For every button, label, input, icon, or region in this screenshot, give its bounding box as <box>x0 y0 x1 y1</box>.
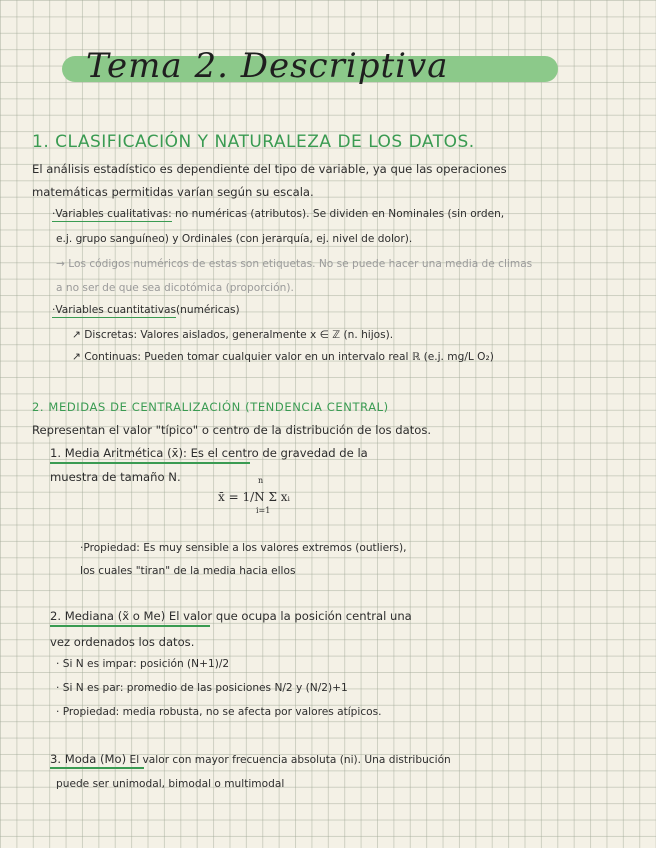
mode-label: 3. Moda (Mo) <box>50 752 127 766</box>
section2-intro: Representan el valor "típico" o centro de la distribución de los datos. <box>32 423 432 437</box>
mean-formula <box>218 476 290 515</box>
formula-lower-limit: i=1 <box>256 506 271 515</box>
quantitative-suffix: (numéricas) <box>176 304 240 316</box>
qualitative-line2: e.j. grupo sanguíneo) y Ordinales (con jerarquía, ej. nivel de dolor). <box>56 233 413 245</box>
median-even: · Si N es par: promedio de las posiciones N/2 y (N/2)+1 <box>56 682 348 694</box>
median-label: 2. Mediana (x̃ o Me) <box>50 609 166 623</box>
mean-line1 <box>50 446 368 460</box>
mean-text1: Es el centro de gravedad de la <box>186 446 368 460</box>
mean-underline <box>50 462 250 464</box>
mean-line2: muestra de tamaño N. <box>50 470 181 484</box>
median-odd: · Si N es impar: posición (N+1)/2 <box>56 658 230 670</box>
median-underline <box>50 625 210 627</box>
qualitative-label: ·Variables cualitativas: <box>52 208 172 220</box>
median-text1: El valor que ocupa la posición central una <box>165 609 412 623</box>
mean-property-line2: los cuales "tiran" de la media hacia ellos <box>80 565 296 577</box>
mean-label: 1. Media Aritmética (x̄): <box>50 446 187 460</box>
section1-intro-line2: matemáticas permitidas varían según su escala. <box>32 185 314 199</box>
section1-intro-line1: El análisis estadístico es dependiente del tipo de variable, ya que las operaciones <box>32 162 507 176</box>
formula-upper-limit: n <box>258 476 264 485</box>
median-line1 <box>50 609 412 623</box>
qualitative-text1: no numéricas (atributos). Se dividen en Nominales (sin orden, <box>171 208 505 220</box>
page-title: Tema 2. Descriptiva <box>86 46 449 86</box>
continuous-line: ↗ Continuas: Pueden tomar cualquier valor en un intervalo real ℝ (e.j. mg/L O₂) <box>72 351 494 363</box>
note-line2: a no ser de que sea dicotómica (proporción). <box>56 282 294 294</box>
median-line2: vez ordenados los datos. <box>50 635 195 649</box>
quantitative-label: ·Variables cuantitativas <box>52 304 177 316</box>
section1-heading: 1. CLASIFICACIÓN Y NATURALEZA DE LOS DATOS. <box>32 132 475 152</box>
mean-property-line1: ·Propiedad: Es muy sensible a los valores extremos (outliers), <box>80 542 407 554</box>
qualitative-line1 <box>52 208 504 220</box>
note-line1: → Los códigos numéricos de estas son etiquetas. No se puede hacer una media de climas <box>56 258 533 270</box>
mode-underline <box>50 767 144 769</box>
mode-text1: El valor con mayor frecuencia absoluta (ni). Una distribución <box>126 754 451 766</box>
median-property: · Propiedad: media robusta, no se afecta por valores atípicos. <box>56 706 382 718</box>
discrete-line: ↗ Discretas: Valores aislados, generalmente x ∈ ℤ (n. hijos). <box>72 329 394 341</box>
formula-body: x̄ = 1/N Σ xᵢ <box>218 490 290 504</box>
mode-line1 <box>50 752 451 766</box>
section2-heading: 2. MEDIDAS DE CENTRALIZACIÓN (TENDENCIA CENTRAL) <box>32 400 389 414</box>
quantitative-line <box>52 304 240 316</box>
mode-line2: puede ser unimodal, bimodal o multimodal <box>56 778 285 790</box>
